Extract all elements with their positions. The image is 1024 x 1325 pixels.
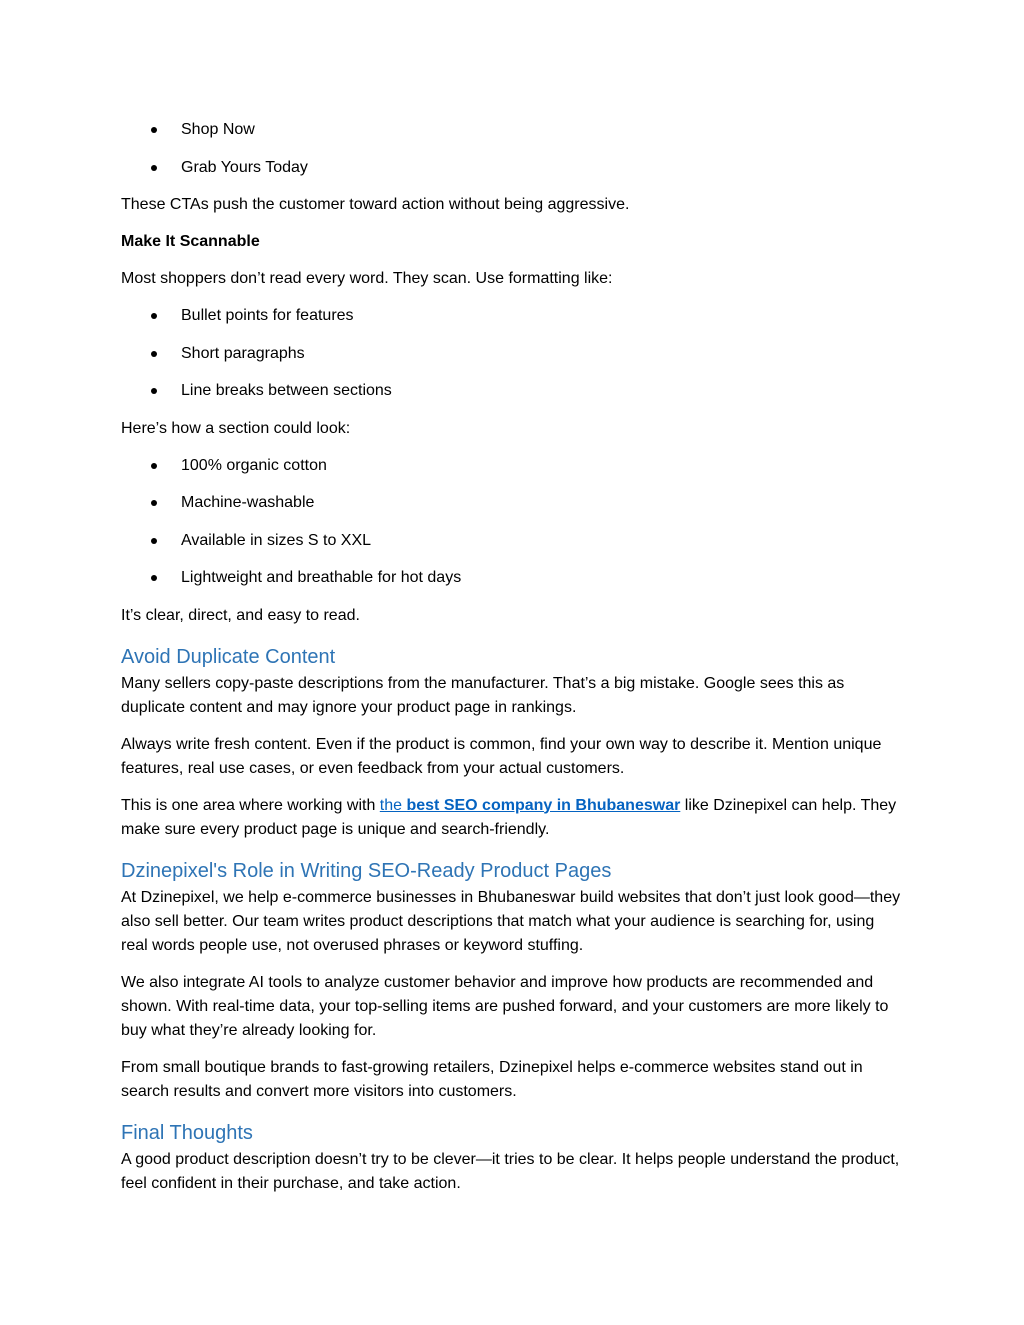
bullet-icon bbox=[151, 127, 157, 133]
list-item-text: 100% organic cotton bbox=[181, 456, 327, 474]
list-item-text: Line breaks between sections bbox=[181, 382, 392, 399]
list-item bbox=[121, 156, 901, 180]
paragraph-text: like Dzinepixel can help. They make sure every product page is unique and search-friendly. bbox=[121, 796, 897, 838]
list-item bbox=[121, 491, 901, 515]
paragraph-duplicate-2: Always write fresh content. Even if the product is common, find your own way to describe it. Mention unique features, real use cases, or even feedback from your actual customers. bbox=[121, 735, 882, 777]
paragraph-duplicate-1: Many sellers copy-paste descriptions from the manufacturer. That’s a big mistake. Google sees this as duplicate content and may ignore your product page in rankings. bbox=[121, 674, 845, 716]
paragraph-role-1: At Dzinepixel, we help e-commerce businesses in Bhubaneswar build websites that don’t just look good—they also sell better. Our team writes product descriptions that match what your audience is searching for, using real words people use, not overused phrases or keyword stuffing. bbox=[121, 888, 901, 954]
bullet-icon bbox=[151, 575, 157, 581]
paragraph-example-intro: Here’s how a section could look: bbox=[121, 419, 351, 437]
subheading-scannable: Make It Scannable bbox=[121, 233, 260, 250]
paragraph-final-1: A good product description doesn’t try to be clever—it tries to be clear. It helps people understand the product, feel confident in their purchase, and take action. bbox=[121, 1150, 900, 1192]
list-item-text: Shop Now bbox=[181, 121, 255, 138]
bullet-icon bbox=[151, 500, 157, 506]
seo-company-link[interactable] bbox=[380, 797, 681, 814]
list-item bbox=[121, 529, 901, 553]
heading-dzinepixel-role: Dzinepixel's Role in Writing SEO-Ready Product Pages bbox=[121, 859, 612, 882]
list-item-text: Short paragraphs bbox=[181, 344, 305, 362]
bullet-icon bbox=[151, 313, 157, 319]
paragraph-cta: These CTAs push the customer toward action without being aggressive. bbox=[121, 196, 630, 213]
list-item bbox=[121, 304, 901, 328]
features-list bbox=[121, 454, 901, 591]
bullet-icon bbox=[151, 463, 157, 469]
paragraph-text: This is one area where working with bbox=[121, 796, 380, 814]
formatting-list bbox=[121, 304, 901, 403]
list-item bbox=[121, 566, 901, 590]
cta-list bbox=[121, 118, 901, 180]
heading-avoid-duplicate: Avoid Duplicate Content bbox=[121, 645, 336, 668]
paragraph-clear: It’s clear, direct, and easy to read. bbox=[121, 606, 360, 624]
paragraph-role-2: We also integrate AI tools to analyze customer behavior and improve how products are recommended and shown. With real-time data, your top-selling items are pushed forward, and your customers are more likely to buy what they’re already looking for. bbox=[121, 973, 889, 1039]
list-item-text: Grab Yours Today bbox=[181, 158, 308, 176]
list-item-text: Available in sizes S to XXL bbox=[181, 531, 372, 549]
list-item bbox=[121, 118, 901, 142]
document-page bbox=[121, 118, 901, 1209]
heading-final-thoughts: Final Thoughts bbox=[121, 1121, 253, 1144]
bullet-icon bbox=[151, 165, 157, 171]
list-item-text: Bullet points for features bbox=[181, 307, 354, 324]
link-text: the bbox=[379, 796, 407, 814]
paragraph-duplicate-3 bbox=[121, 794, 901, 842]
bullet-icon bbox=[151, 351, 157, 357]
list-item bbox=[121, 454, 901, 478]
list-item-text: Machine-washable bbox=[181, 494, 315, 511]
paragraph-role-3: From small boutique brands to fast-growing retailers, Dzinepixel helps e-commerce websites stand out in search results and convert more visitors into customers. bbox=[121, 1058, 863, 1100]
paragraph-scan: Most shoppers don’t read every word. They scan. Use formatting like: bbox=[121, 270, 613, 287]
list-item-text: Lightweight and breathable for hot days bbox=[181, 569, 462, 586]
list-item bbox=[121, 342, 901, 366]
bullet-icon bbox=[151, 388, 157, 394]
bullet-icon bbox=[151, 538, 157, 544]
list-item bbox=[121, 379, 901, 403]
link-text-bold: best SEO company in Bhubaneswar bbox=[406, 796, 681, 814]
